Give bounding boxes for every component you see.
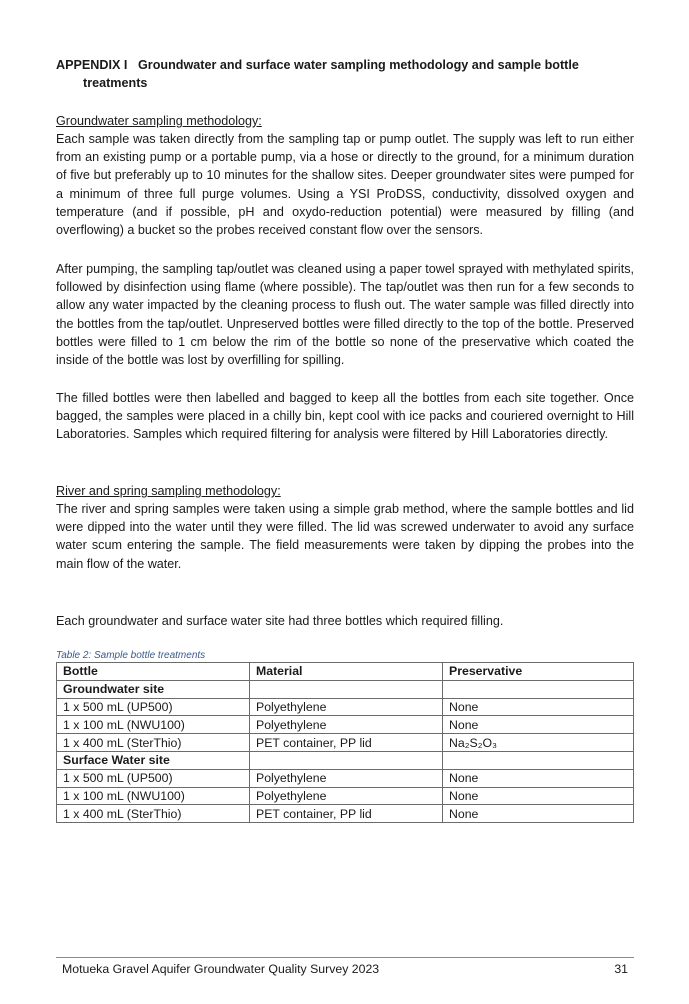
summary-paragraph: Each groundwater and surface water site had three bottles which required filling. <box>56 614 504 628</box>
header-material: Material <box>250 663 443 681</box>
page-footer <box>62 962 628 976</box>
river-subheading: River and spring sampling methodology: <box>56 484 281 498</box>
table-row <box>57 805 634 823</box>
groundwater-subheading: Groundwater sampling methodology: <box>56 114 262 128</box>
appendix-title-line2: treatments <box>83 76 148 90</box>
table-row <box>57 734 634 752</box>
cell-preservative: Na₂S₂O₃ <box>443 734 634 752</box>
appendix-label: APPENDIX I <box>56 58 128 72</box>
cell-preservative: None <box>443 787 634 805</box>
table-row <box>57 698 634 716</box>
cell-material: Polyethylene <box>250 698 443 716</box>
empty-cell <box>443 751 634 769</box>
cell-material: Polyethylene <box>250 716 443 734</box>
table-group-row <box>57 751 634 769</box>
page-number: 31 <box>614 962 628 976</box>
sample-bottle-table <box>56 662 634 823</box>
cell-preservative: None <box>443 698 634 716</box>
table-caption: Table 2: Sample bottle treatments <box>56 650 206 661</box>
cell-bottle: 1 x 400 mL (SterThio) <box>57 805 250 823</box>
cell-material: Polyethylene <box>250 787 443 805</box>
header-bottle: Bottle <box>57 663 250 681</box>
empty-cell <box>250 680 443 698</box>
empty-cell <box>443 680 634 698</box>
footer-divider <box>56 957 634 958</box>
table-row <box>57 787 634 805</box>
appendix-title-line1: Groundwater and surface water sampling methodology and sample bottle <box>138 58 579 72</box>
table-row <box>57 769 634 787</box>
cell-bottle: 1 x 100 mL (NWU100) <box>57 716 250 734</box>
groundwater-paragraph-3: The filled bottles were then labelled and bagged to keep all the bottles from each site together. Once bagged, the samples were placed in a chilly bin, kept cool with ice packs and couriered overnight to Hill Laboratories. Samples which required filtering for analysis were filtered by Hill Laboratories directly. <box>56 391 634 442</box>
appendix-heading <box>56 56 616 92</box>
cell-preservative: None <box>443 805 634 823</box>
cell-preservative: None <box>443 769 634 787</box>
cell-bottle: 1 x 500 mL (UP500) <box>57 769 250 787</box>
cell-material: PET container, PP lid <box>250 734 443 752</box>
group-surface-water: Surface Water site <box>57 751 250 769</box>
table-row <box>57 716 634 734</box>
cell-bottle: 1 x 500 mL (UP500) <box>57 698 250 716</box>
cell-material: Polyethylene <box>250 769 443 787</box>
cell-bottle: 1 x 100 mL (NWU100) <box>57 787 250 805</box>
groundwater-paragraph-2: After pumping, the sampling tap/outlet was cleaned using a paper towel sprayed with methylated spirits, followed by disinfection using flame (where possible). The tap/outlet was then run for a few seconds to allow any water impacted by the cleaning process to flush out. The water sample was filled directly into the bottles from the tap/outlet. Unpreserved bottles were filled directly to the top of the bottle. Preserved bottles were filled to 1 cm below the rim of the bottle so none of the preservative which coated the inside of the bottle was lost by overfilling for spilling. <box>56 262 634 368</box>
group-groundwater: Groundwater site <box>57 680 250 698</box>
empty-cell <box>250 751 443 769</box>
cell-bottle: 1 x 400 mL (SterThio) <box>57 734 250 752</box>
table-group-row <box>57 680 634 698</box>
header-preservative: Preservative <box>443 663 634 681</box>
cell-preservative: None <box>443 716 634 734</box>
table-header-row <box>57 663 634 681</box>
cell-material: PET container, PP lid <box>250 805 443 823</box>
footer-title: Motueka Gravel Aquifer Groundwater Quality Survey 2023 <box>62 962 380 976</box>
groundwater-paragraph-1: Each sample was taken directly from the sampling tap or pump outlet. The supply was left to run either from an existing pump or a portable pump, via a hose or directly to the ground, for a minimum duration of five but preferably up to 10 minutes for the shallow sites. Deeper groundwater sites were pumped for a minimum of three full purge volumes. Using a YSI ProDSS, conductivity, dissolved oxygen and temperature (and if possible, pH and oxydo-reduction potential) were measured by filling (and overflowing) a bucket so the probes received constant flow over the sensors. <box>56 132 634 238</box>
river-paragraph: The river and spring samples were taken using a simple grab method, where the sample bottles and lid were dipped into the water until they were filled. The lid was screwed underwater to avoid any surface water scum entering the sample. The field measurements were taken by dipping the probes into the main flow of the water. <box>56 502 634 571</box>
